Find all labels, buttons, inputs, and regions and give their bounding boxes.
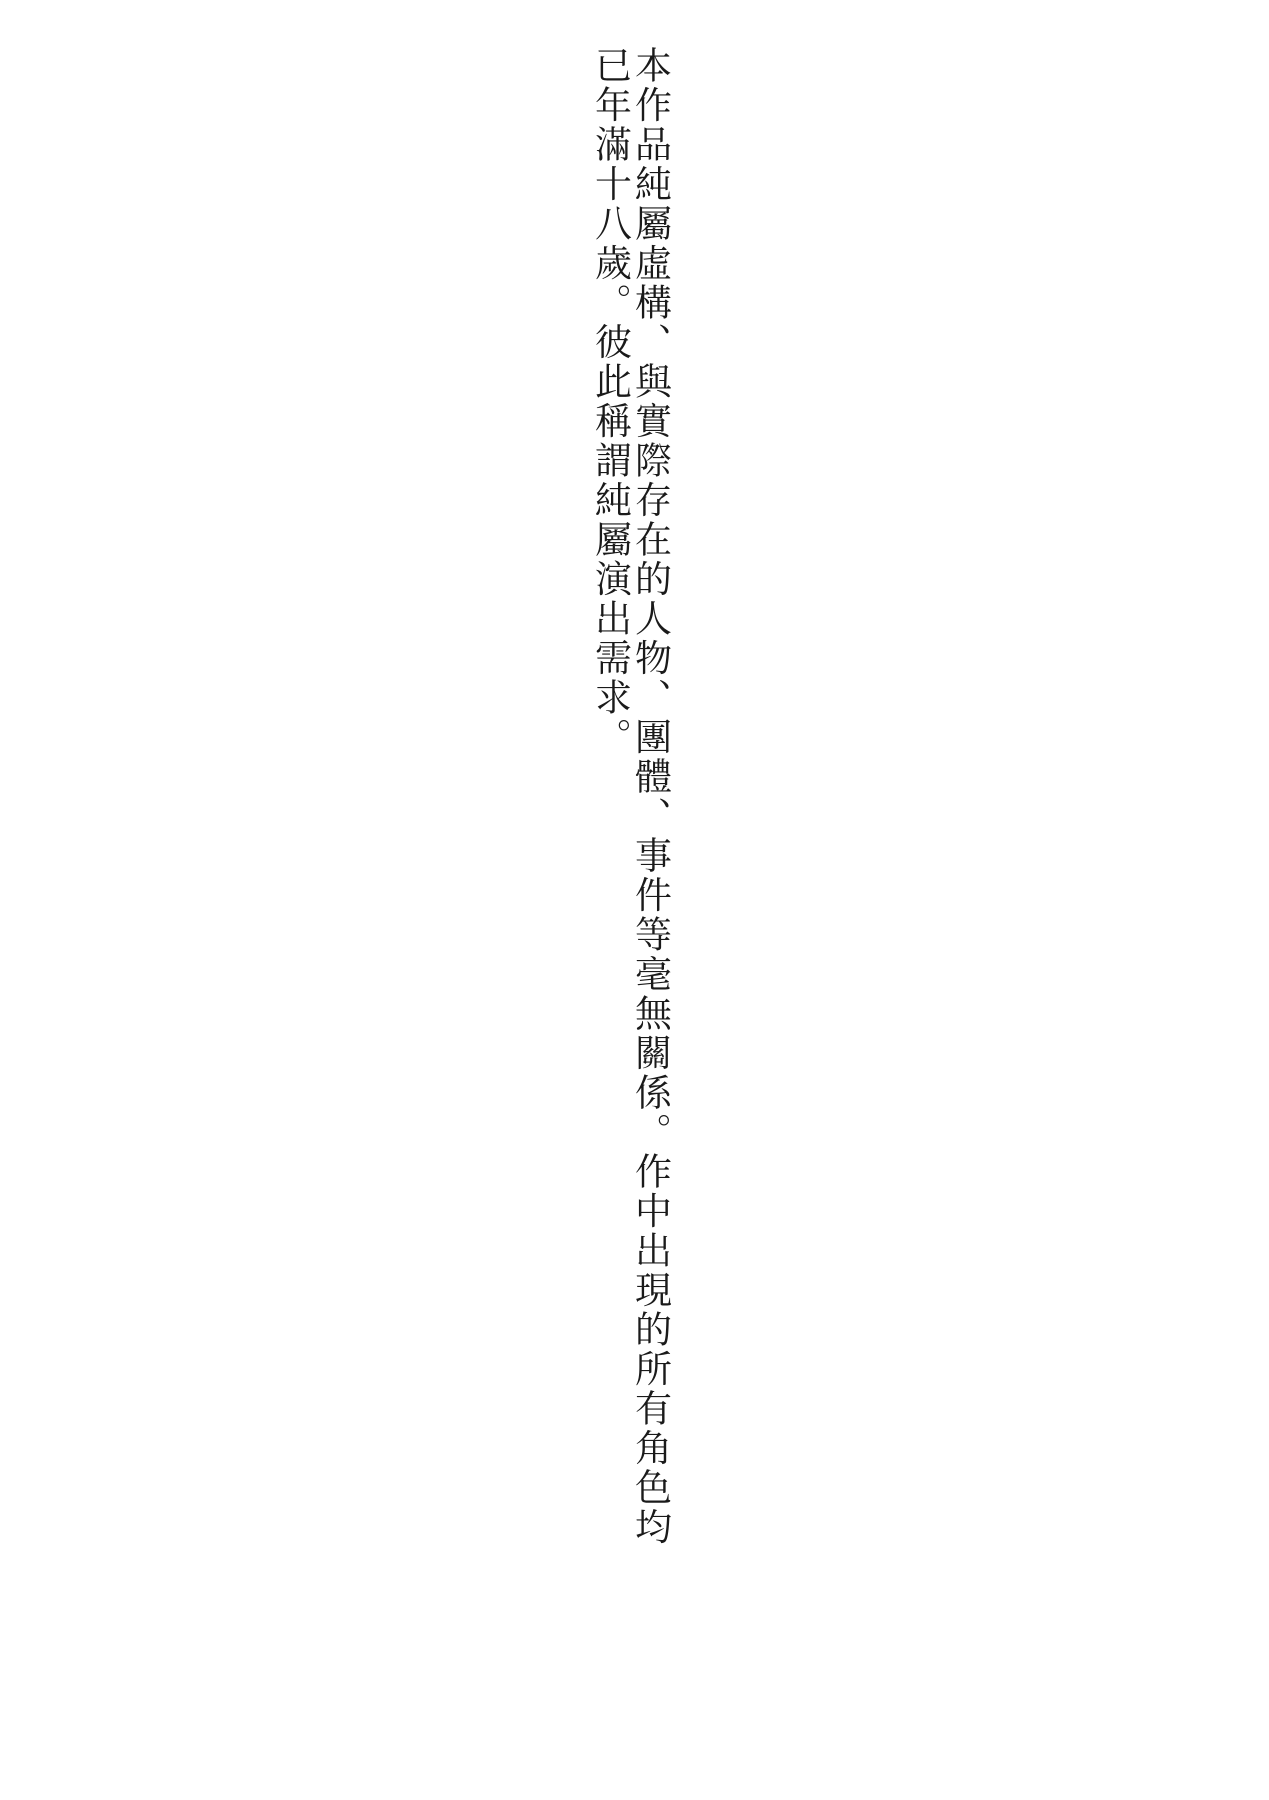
disclaimer-text: 本作品純屬虛構、與實際存在的人物、團體、事件等毫無關係。作中出現的所有角色均已年滿十八歲。彼此稱謂純屬演出需求。: [588, 46, 672, 1547]
